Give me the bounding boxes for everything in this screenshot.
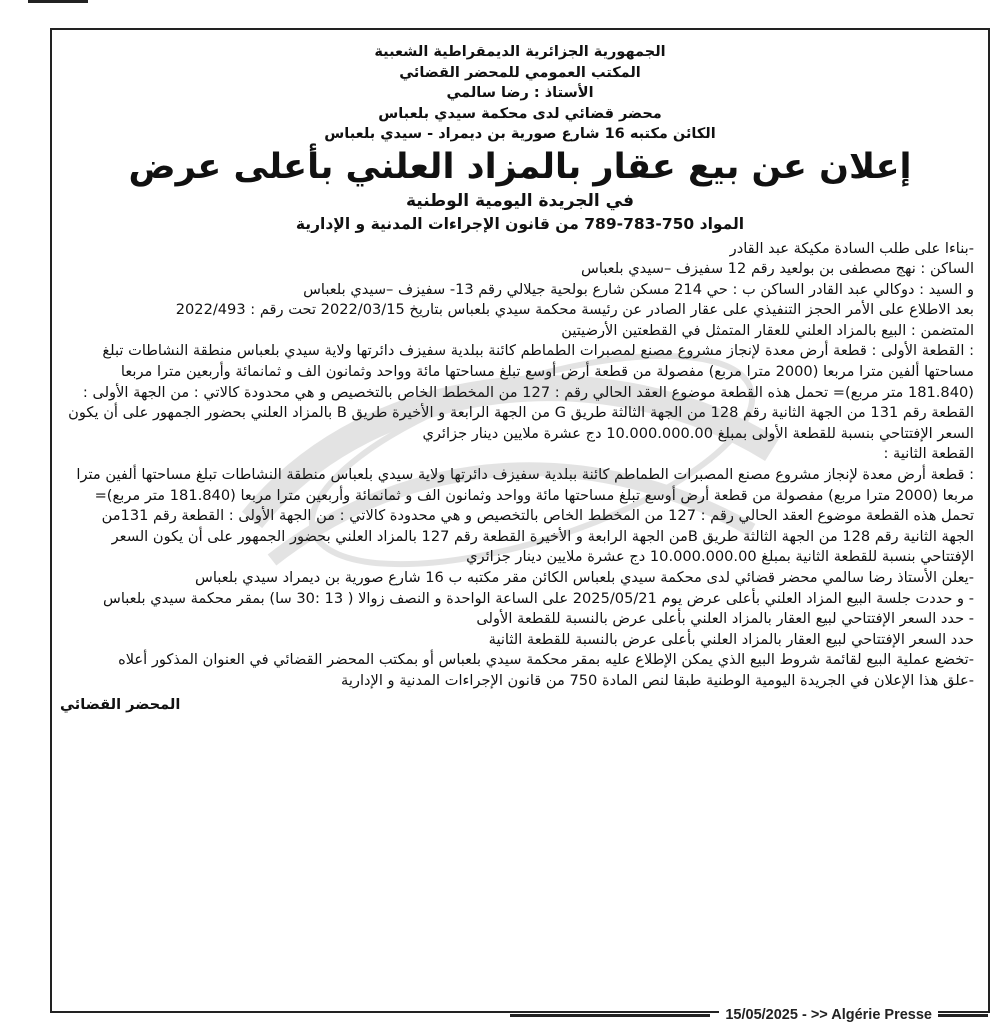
footer — [50, 1005, 990, 1025]
legal-articles: المواد 750-783-789 من قانون الإجراءات المدنية و الإدارية — [295, 214, 745, 233]
paragraph-resident-1: الساكن : نهج مصطفى بن بولعيد رقم 12 سفيزف –سيدي بلعباس — [581, 260, 974, 278]
address-line: الكائن مكتبه 16 شارع صورية بن ديمراد - سيدي بلعباس — [324, 126, 716, 142]
paragraph-conditions: -تخضع عملية البيع لقائمة شروط البيع الذي يمكن الإطلاع عليه بمقر محكمة سيدي بلعباس أو بمكتب المحضر القضائي في العنوان المذكور أعلاه — [118, 651, 974, 669]
court-line: محضر قضائي لدى محكمة سيدي بلعباس — [378, 105, 662, 122]
paragraph-price-lot-2: حدد السعر الإفتتاحي لبيع العقار بالمزاد العلني بأعلى عرض بالنسبة للقطعة الثانية — [488, 630, 974, 648]
master-line: الأستاذ : رضا سالمي — [446, 85, 594, 101]
paragraph-lot-2: : قطعة أرض معدة لإنجاز مشروع مصنع المصبرات الطماطم كائنة ببلدية سفيزف دائرتها ولاية سيدي بلعباس منطقة النشاطات تبلغ مساحتها ألفين مترا مربعا (2000 مترا مربع) مفصولة من قطعة أرض أوسع تبلغ مساحتها مائة وواحد وثمانون الف و ثمانمائة وأربعين مترا مربعا (181.840 متر مربع)= تحمل هذه القطعة موضوع العقد الحالي رقم : 127 من المخطط الخاص بالتخصيص و هي محدودة كالاتي : من الجهة الأولى : القطعة رقم 131من الجهة الثانية رقم 128 من الجهة الثالثة طريق Bمن الجهة الرابعة و الأخيرة القطعة رقم 127 بالمزاد العلني بحضور الجمهور على أن يكون السعر الإفتتاحي بنسبة للقطعة الثانية بمبلغ 10.000.000.00 دج عشرة ملايين دينار جزائري — [76, 466, 974, 566]
paragraph-session-date: - و حددت جلسة البيع المزاد العلني بأعلى عرض يوم 2025/05/21 على الساعة الواحدة و النصف زوالا ( 13 :30 سا) بمقر محكمة سيدي بلعباس — [103, 589, 974, 607]
footer-source: 15/05/2025 - >> Algérie Presse — [719, 1005, 938, 1025]
paragraph-order: بعد الاطلاع على الأمر الحجز التنفيذي على عقار الصادر عن رئيسة محكمة سيدي بلعباس بتاريخ 2022/03/15 تحت رقم : 2022/493 — [175, 301, 974, 319]
paragraph-publication: -علق هذا الإعلان في الجريدة اليومية الوطنية طبقا لنص المادة 750 من قانون الإجراءات المدنية و الإدارية — [341, 671, 974, 689]
top-rule — [28, 0, 88, 3]
header — [52, 30, 988, 235]
paragraph-lot-2-heading: القطعة الثانية : — [883, 445, 974, 463]
announcement-body — [52, 235, 988, 692]
paragraph-resident-2: و السيد : دوكالي عبد القادر الساكن ب : حي 214 مسكن شارع بولحية جيلالي رقم 13- سفيزف –سيدي بلعباس — [303, 280, 974, 298]
footer-rule-right — [930, 1014, 988, 1017]
announcement-title: إعلان عن بيع عقار بالمزاد العلني بأعلى عرض — [128, 146, 912, 187]
signature: المحضر القضائي — [60, 695, 181, 713]
paragraph-subject: المتضمن : البيع بالمزاد العلني للعقار المتمثل في القطعتين الأرضيتين — [561, 321, 974, 339]
paragraph-price-lot-1: - حدد السعر الإفتتاحي لبيع العقار بالمزاد العلني بأعلى عرض بالنسبة للقطعة الأولى — [476, 610, 974, 628]
paragraph-announcer: -يعلن الأستاذ رضا سالمي محضر قضائي لدى محكمة سيدي بلعباس الكائن مقر مكتبه ب 16 شارع صورية بن ديمراد سيدي بلعباس — [195, 569, 974, 586]
announcement-frame — [50, 28, 990, 1013]
announcement-subtitle: في الجريدة اليومية الوطنية — [405, 190, 634, 211]
republic-line: الجمهورية الجزائرية الديمقراطية الشعبية — [374, 44, 666, 60]
paragraph-request: -بناءا على طلب السادة مكيكة عبد القادر — [729, 239, 974, 257]
office-line: المكتب العمومي للمحضر القضائي — [399, 64, 641, 81]
paragraph-lot-1: : القطعة الأولى : قطعة أرض معدة لإنجاز مشروع مصنع لمصبرات الطماطم كائنة ببلدية سفيزف دائرتها ولاية سيدي بلعباس منطقة النشاطات تبلغ مساحتها ألفين مترا مربعا (2000 مترا مربع) مفصولة من قطعة أرض أوسع تبلغ مساحتها مائة وواحد وثمانون الف و ثمانمائة وأربعين مترا مربعا (181.840 متر مربع)= تحمل هذه القطعة موضوع العقد الحالي رقم : 127 من المخطط الخاص بالتخصيص و هي محدودة كالاتي : من الجهة الأولى : القطعة رقم 131 من الجهة الثانية رقم 128 من الجهة الثالثة طريق G من الجهة الرابعة و الأخيرة طريق B بالمزاد العلني بحضور الجمهور على أن يكون السعر الإفتتاحي بنسبة للقطعة الأولى بمبلغ 10.000.000.00 دج عشرة ملايين دينار جزائري — [68, 342, 974, 442]
footer-rule-left — [510, 1014, 710, 1017]
